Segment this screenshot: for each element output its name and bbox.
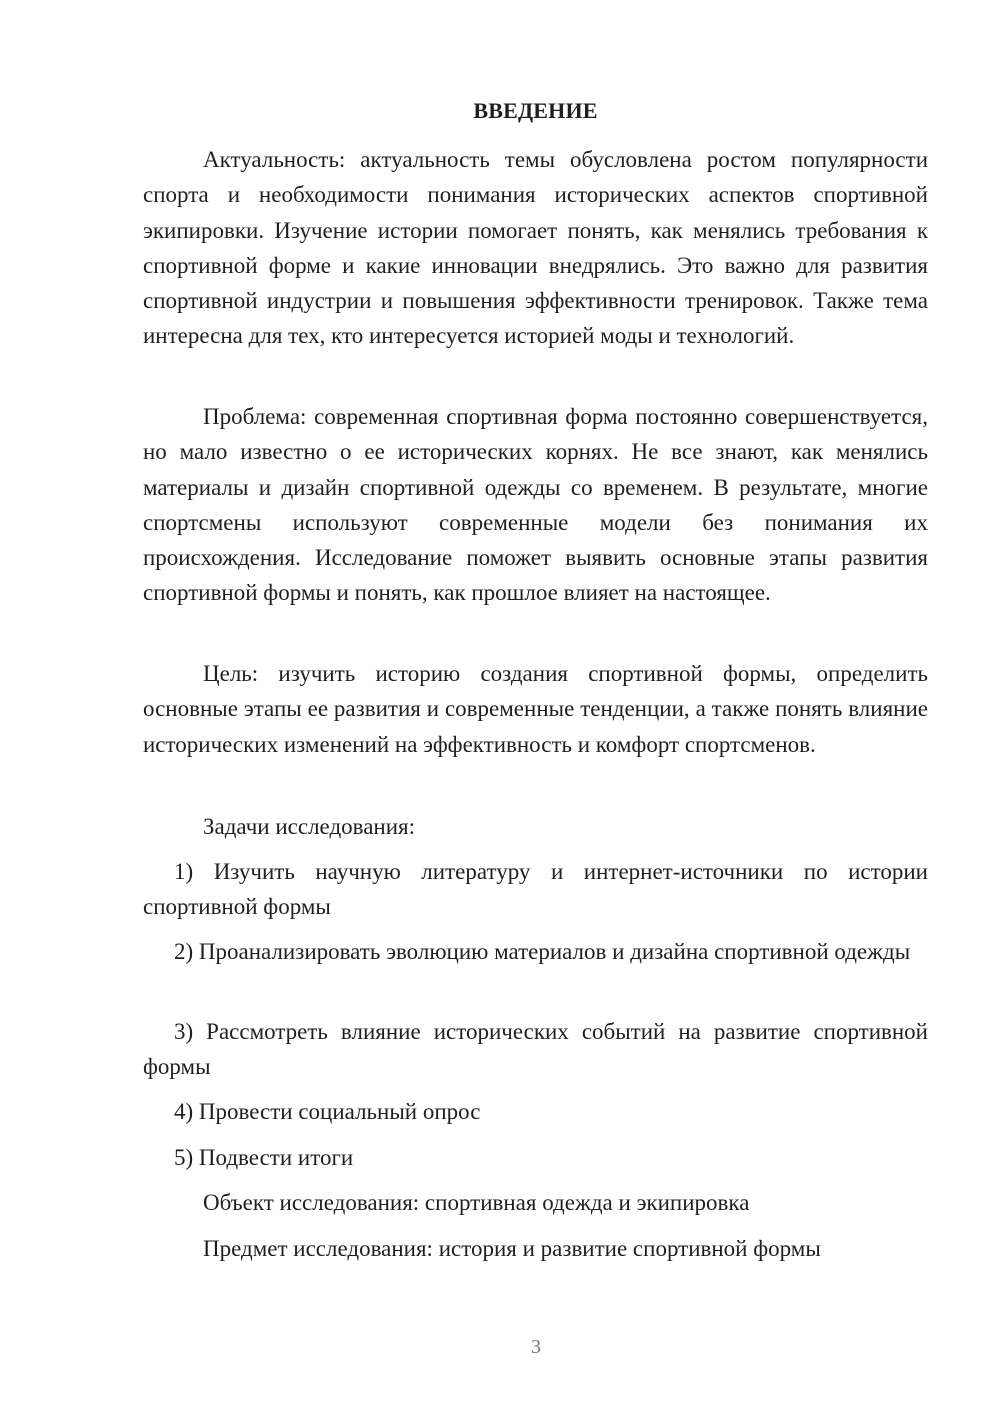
research-object: Объект исследования: спортивная одежда и экипировка [203, 1190, 750, 1215]
page-number: 3 [531, 1336, 541, 1358]
task-item-3: 3) Рассмотреть влияние исторических событий на развитие спортивной формы [143, 1019, 928, 1080]
task-item-1: 1) Изучить научную литературу и интернет-источники по истории спортивной формы [143, 859, 928, 920]
document-title: ВВЕДЕНИЕ [473, 98, 598, 123]
tasks-heading: Задачи исследования: [203, 814, 416, 839]
problem-paragraph: Проблема: современная спортивная форма постоянно совершенствуется, но мало известно о ее исторических корнях. Не все знают, как менялись материалы и дизайн спортивной одежды со временем. В результате, многие спортсмены используют современные модели без понимания их происхождения. Исследование поможет выявить основные этапы развития спортивной формы и понять, как прошлое влияет на настоящее. [143, 404, 928, 606]
relevance-paragraph: Актуальность: актуальность темы обусловлена ростом популярности спорта и необходимости понимания исторических аспектов спортивной экипировки. Изучение истории помогает понять, как менялись требования к спортивной форме и какие инновации внедрялись. Это важно для развития спортивной индустрии и повышения эффективности тренировок. Также тема интересна для тех, кто интересуется историей моды и технологий. [143, 147, 928, 349]
task-item-5: 5) Подвести итоги [174, 1145, 354, 1170]
research-subject: Предмет исследования: история и развитие спортивной формы [203, 1236, 821, 1261]
task-item-4: 4) Провести социальный опрос [174, 1099, 481, 1124]
goal-paragraph: Цель: изучить историю создания спортивной формы, определить основные этапы ее развития и современные тенденции, а также понять влияние исторических изменений на эффективность и комфорт спортсменов. [143, 661, 928, 757]
task-item-2: 2) Проанализировать эволюцию материалов и дизайна спортивной одежды [174, 939, 911, 964]
